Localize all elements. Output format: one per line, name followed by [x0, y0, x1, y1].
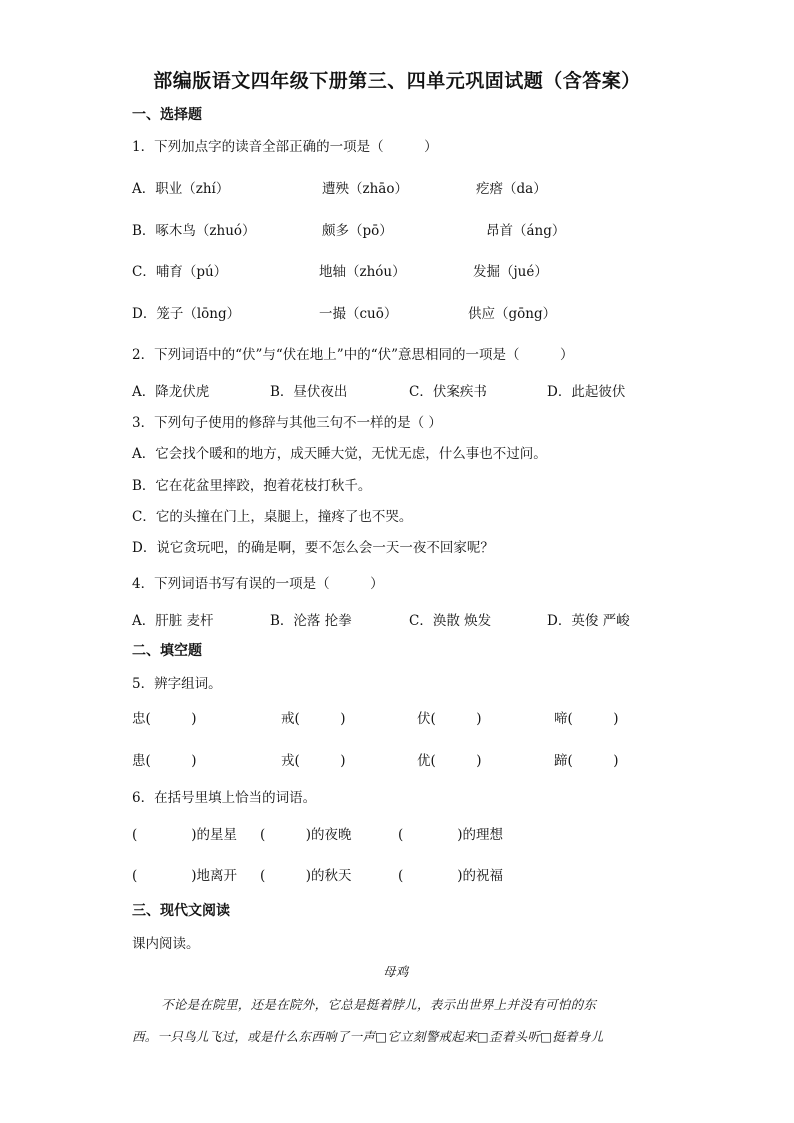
- question-3-stem: 3．下列句子使用的修辞与其他三句不一样的是（ ）: [132, 415, 442, 431]
- q1-option-a: A．职业（zhí）: [132, 181, 230, 197]
- q4-option-c: C．涣散 焕发: [409, 613, 492, 629]
- q5-item-5: 患( ): [132, 753, 197, 769]
- q1-option-d-word2: 一撮（cuō）: [319, 306, 398, 322]
- question-6-stem: 6．在括号里填上恰当的词语。: [132, 790, 317, 806]
- section-heading-reading: 三、现代文阅读: [132, 903, 230, 919]
- q2-option-c: C．伏案疾书: [409, 384, 487, 400]
- q6-item-5: ( )的秋天: [260, 868, 352, 884]
- q6-item-2: ( )的夜晚: [260, 827, 352, 843]
- section-heading-fill: 二、填空题: [132, 643, 202, 659]
- q1-option-b-word2: 颇多（pō）: [322, 223, 393, 239]
- q3-option-c: C．它的头撞在门上，桌腿上，撞疼了也不哭。: [132, 509, 413, 525]
- section-heading-choice: 一、选择题: [132, 107, 202, 123]
- q3-option-a: A．它会找个暖和的地方，成天睡大觉，无忧无虑，什么事也不过问。: [132, 446, 547, 462]
- q1-option-d: D．笼子（lōng）: [132, 306, 241, 322]
- question-2-stem: 2．下列词语中的“伏”与“伏在地上”中的“伏”意思相同的一项是（ ）: [132, 347, 574, 363]
- q1-option-c-word3: 发掘（jué）: [473, 264, 548, 280]
- q3-option-d: D．说它贪玩吧，的确是啊，要不怎么会一天一夜不回家呢？: [132, 540, 494, 556]
- q6-item-3: ( )的理想: [398, 827, 504, 843]
- passage-title: 母鸡: [383, 964, 409, 979]
- reading-intro: 课内阅读。: [132, 936, 200, 952]
- passage-line-1: 不论是在院里，还是在院外，它总是挺着脖儿，表示出世界上并没有可怕的东: [161, 997, 597, 1012]
- question-5-stem: 5．辨字组词。: [132, 676, 222, 692]
- q2-option-d: D．此起彼伏: [547, 384, 626, 400]
- q1-option-d-word3: 供应（gōng）: [468, 306, 557, 322]
- q1-option-c-word2: 地轴（zhóu）: [319, 264, 406, 280]
- q5-item-2: 戒( ): [281, 711, 346, 727]
- question-1-stem: 1．下列加点字的读音全部正确的一项是（ ）: [132, 139, 438, 155]
- question-4-stem: 4．下列词语书写有误的一项是（ ）: [132, 576, 384, 592]
- q4-option-d: D．英俊 严峻: [547, 613, 630, 629]
- q5-item-6: 戎( ): [281, 753, 346, 769]
- q1-option-c: C．哺育（pú）: [132, 264, 228, 280]
- q6-item-6: ( )的祝福: [398, 868, 504, 884]
- q5-item-4: 啼( ): [554, 711, 619, 727]
- page-title: 部编版语文四年级下册第三、四单元巩固试题（含答案）: [153, 70, 641, 92]
- q3-option-b: B．它在花盆里摔跤，抱着花枝打秋千。: [132, 478, 372, 494]
- q1-option-b-word3: 昂首（áng）: [486, 223, 566, 239]
- q5-item-1: 忠( ): [132, 711, 197, 727]
- q5-item-3: 伏( ): [417, 711, 482, 727]
- q6-item-1: ( )的星星: [132, 827, 238, 843]
- q2-option-b: B．昼伏夜出: [270, 384, 348, 400]
- q5-item-7: 优( ): [417, 753, 482, 769]
- q6-item-4: ( )地离开: [132, 868, 238, 884]
- q1-option-a-word3: 疙瘩（da）: [476, 181, 547, 197]
- q5-item-8: 蹄( ): [554, 753, 619, 769]
- q4-option-a: A．肝脏 麦杆: [132, 613, 214, 629]
- q1-option-a-word2: 遭殃（zhāo）: [322, 181, 408, 197]
- passage-line-2: 西。一只鸟儿飞过，或是什么东西响了一声□它立刻警戒起来□歪着头听□挺着身儿: [132, 1029, 604, 1044]
- q1-option-b: B．啄木鸟（zhuó）: [132, 223, 256, 239]
- q2-option-a: A．降龙伏虎: [132, 384, 210, 400]
- q4-option-b: B．沦落 抡拳: [270, 613, 352, 629]
